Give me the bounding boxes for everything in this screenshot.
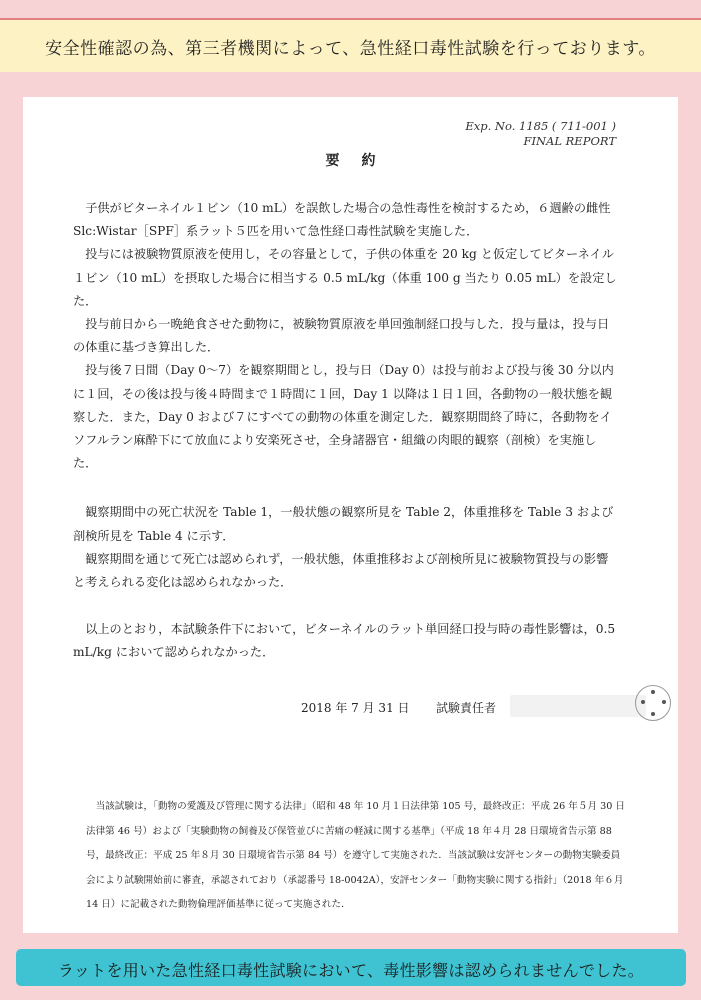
footer-banner-text: ラットを用いた急性経口毒性試験において、毒性影響は認められませんでした。 <box>57 961 645 980</box>
paragraph: 投与前日から一晩絶食させた動物に，被験物質原液を単回強制経口投与した．投与量は，投与日の体重に基づき算出した． <box>73 317 610 355</box>
summary-title: 要約 <box>325 153 398 169</box>
report-id <box>465 119 616 149</box>
seal-stamp <box>635 685 671 721</box>
footer-banner <box>16 949 686 986</box>
redacted-name <box>510 695 646 717</box>
report-date: 2018 年 7 月 31 日 <box>301 701 410 715</box>
paragraph: 投与には被験物質原液を使用し，その容量として，子供の体重を 20 kg と仮定してビターネイル１ビン（10 mL）を摂取した場合に相当する 0.5 mL/kg（体重 100 g 当たり 0.05 mL）を設定した． <box>73 247 617 308</box>
footnote-text: 当該試験は，「動物の愛護及び管理に関する法律」（昭和 48 年 10 月１日法律第 105 号，最終改正：平成 26 年５月 30 日法律第 46 号）および「実験動物の飼養及び保管並びに苦痛の軽減に関する基準」（平成 18 年４月 28 日環境省告示第 88 号，最終改正：平成 25 年８月 30 日環境省告示第 84 号）を遵守して実施された．当該試験は安評センターの動物実験委員会により試験開始前に審査，承認されており（承認番号 18-0042A），安評センター「動物実験に関する指針」（2018 年６月 14 日）に記載された動物倫理評価基準に従って実施された． <box>86 801 625 910</box>
header-banner <box>0 0 701 72</box>
responsible-person-label: 試験責任者 <box>436 701 497 715</box>
header-banner-text: 安全性確認の為、第三者機関によって、急性経口毒性試験を行っております。 <box>45 39 656 59</box>
signature-row <box>23 695 678 719</box>
summary-body <box>73 197 618 665</box>
results-paragraph: 観察期間中の死亡状況を Table 1，一般状態の観察所見を Table 2，体重推移を Table 3 および剖検所見を Table 4 に示す． <box>73 505 614 543</box>
results-paragraph: 観察期間を通じて死亡は認められず，一般状態，体重推移および剖検所見に被験物質投与の影響と考えられる変化は認められなかった． <box>73 551 609 590</box>
ethics-footnote <box>86 795 626 918</box>
report-type: FINAL REPORT <box>523 134 616 148</box>
conclusion-paragraph: 以上のとおり，本試験条件下において，ビターネイルのラット単回経口投与時の毒性影響は，0.5 mL/kg において認められなかった． <box>73 622 616 660</box>
paragraph: 子供がビターネイル１ビン（10 mL）を誤飲した場合の急性毒性を検討するため，６週齢の雌性Slc:Wistar［SPF］系ラット５匹を用いて急性経口毒性試験を実施した． <box>73 201 611 239</box>
report-page <box>23 97 678 933</box>
paragraph: 投与後７日間（Day 0〜7）を観察期間とし，投与日（Day 0）は投与前および投与後 30 分以内に１回，その後は投与後４時間まで１時間に１回，Day 1 以降は１日１回，各動物の一般状態を観察した．また，Day 0 および７にすべての動物の体重を測定した．観察期間終了時に，各動物をイソフルラン麻酔下にて放血により安楽死させ，全身諸器官・組織の肉眼的観察（剖検）を実施した． <box>73 363 614 471</box>
exp-number: Exp. No. 1185 ( 711-001 ) <box>465 119 616 133</box>
